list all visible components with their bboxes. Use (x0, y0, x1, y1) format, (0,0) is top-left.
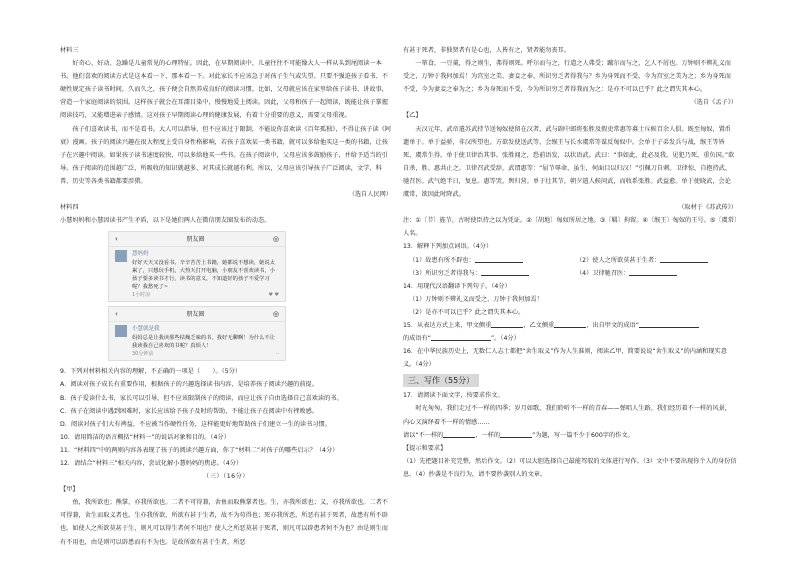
title-blank[interactable] (500, 429, 532, 438)
question-13-item-4: （4）卫律驰召医： (576, 269, 630, 277)
passage-yi-source: （取材于《苏武传》） (678, 204, 737, 212)
material-3-source: （选自人民网） (348, 191, 392, 199)
question-13-item-2: （2）使人之所欲莫甚于生者： (576, 256, 661, 264)
material-4-title: 材料四 (60, 204, 79, 212)
material-3-paragraph-1: 好奇心、好动、急躁是儿童常见的心理特征。因此，在早期阅读中，儿童往往不可能像大人一样从头到尾阅读一本书。他们喜欢的阅读方式是这本看一下、那本看一下。对此家长不应该急于对孩子生气或失望。只要不强迫孩子看书、不硬性规定孩子读书时间，久而久之，孩子便会自然养成良好的阅读习惯。比如，父母就应该在家里给孩子读书、讲故事，营造一个家庭阅读的氛围。这样孩子就会在耳濡目染中，慢慢地爱上阅读。因此，父母和孩子一起阅读，既能让孩子掌握阅读技巧，又能增进亲子感情。这对孩子早期阅读心理的健康发展，有着十分重要的意义，需要父母重视。 (60, 60, 388, 120)
requirement-part-1: 请以“不一样的 (403, 431, 444, 439)
back-arrow-icon: ‹ (115, 234, 118, 243)
requirement-part-2: ，一样的 (475, 431, 501, 439)
answer-blank[interactable] (629, 267, 677, 276)
post-time: 30分钟前 (132, 351, 154, 358)
question-15-part-1: 15．从表达方式上来，甲文侧重 (403, 321, 492, 329)
passage-jia-source: （选自《孟子》） (690, 99, 737, 107)
poster-name: 小慧就是我 (132, 326, 160, 333)
question-17: 17．请阅读下面文字，按要求作文。 (403, 392, 504, 400)
moments-header (109, 307, 285, 322)
passage-jia-paragraph: 鱼，我所欲也；熊掌，亦我所欲也。二者不可得兼，舍鱼而取熊掌者也。生，亦我所欲也；义，亦我所欲也。二者不可得兼，舍生而取义者也。生亦我所欲，所欲有甚于生者，故不为苟得也；死亦我所恶，所恶有甚于死者，故患有所不辟也。如使人之所欲莫甚于生，则凡可以得生者何不用也？使人之所恶莫甚于死者，则凡可以辟患者何不为也？由是则生而有不用也，由是则可以辟患而有不为也。是故所欲有甚于生者，所恶 (60, 499, 388, 546)
question-15-line-2 (403, 332, 737, 345)
question-10: 10．请用简洁的语言概括“材料一”的说话对象和目的。（4分） (60, 433, 230, 441)
answer-blank[interactable] (639, 319, 699, 328)
question-13: 13．解释下列加点词语。（4分） (403, 243, 493, 251)
question-17-requirement (403, 429, 737, 442)
question-15-part-3: ，出自甲文的成语“ (586, 321, 639, 329)
more-icon: ·· (275, 351, 279, 358)
question-15-part-5: ”。（4分） (490, 335, 520, 343)
question-13-row-2 (403, 267, 737, 280)
question-15-part-4: 的成语有“ (403, 335, 431, 343)
passage-jia-continued: 有甚于死者，非独贤者有是心也，人皆有之，贤者能勿丧耳。 (403, 47, 571, 54)
answer-blank[interactable] (660, 254, 708, 263)
question-9-option-b: B．孩子爱读什么书，家长可以引导，但不应该限制孩子的阅读，而应让孩子自由选择自己喜欢读的书。 (60, 394, 343, 402)
post-text: 妈妈总是让我读那些枯燥乏味的书，我好无聊啊！为什么不让我读我自己喜欢的书呢？真烦人！ (132, 335, 276, 350)
question-15 (403, 319, 737, 332)
section-3-title: （三）（16分） (203, 473, 249, 481)
post-actions: ♥ ♥ (268, 292, 279, 299)
question-13-item-1: （1）故患有所不辟也： (409, 256, 475, 264)
tips-text: （1）先把题目补充完整，然后作文。（2）可以大胆选择自己最能驾驭的文体进行写作。（3）文中不要出现你个人的身份信息。（4）抄袭是不良行为，请不要抄袭别人的文章。 (403, 457, 737, 478)
question-16: 16．在中华民族历史上，无数仁人志士都把“舍生取义”作为人生准则，阅读乙甲，简要说说“舍生取义”的内涵和现实意义。（4分） (403, 348, 727, 369)
material-3-paragraph-2: 孩子们喜欢读书，而不是看书。大人可以指导，但不应该过于限制，不能说你喜欢读《百年孤独》，不得让孩子读《阿衰》漫画。孩子的阅读兴趣在很大程度上受自身性格影响，若孩子喜欢某一类书籍，就可以多给他买这一类的书籍，让孩子在兴趣中阅读。如果孩子读书速度较快，可以多给他买一些书。在孩子阅读中，父母应该多鼓励孩子，并给予适当的引导。孩子阅读的范围越广泛，所吸收的知识就越多，对其成长就越有利。所以，父母应该引导孩子广泛阅读，文学、科普、历史等各类书籍都要涉猎。 (60, 125, 392, 185)
avatar (115, 325, 127, 337)
question-17-prompt: 时光匆匆，我们走过不一样的四季；岁月如歌，我们聆听不一样的青春——弹唱人生路。我们经历着不一样的风景，内心又演绎着不一样的情感…… (403, 405, 731, 426)
post-text: 好好天天又没看书。辛辛苦苦上书籍，她都说不想读，她说太累了，只想玩手机，大热天打开电脑，小朋友不喜欢读书，小孩子要多读书才行，读书的意义，不知道好的孩子不爱学习呢？我愁死了~ (132, 260, 276, 291)
material-4-intro: 小慧妈妈和小慧因读书产生矛盾，以下是她们两人在微信朋友圈发布的动态。 (60, 217, 271, 225)
question-14-item-2: （2）是亦不可以已乎？此之谓失其本心。 (409, 308, 525, 316)
moments-title: 朋友圈 (186, 235, 205, 243)
answer-blank[interactable] (554, 319, 586, 328)
question-11: 11．“材料四”中的两则内容各表现了孩子的阅读兴趣方面，你了“材料二”对孩子的哪些启示？（4分） (60, 446, 339, 454)
answer-blank[interactable] (481, 267, 529, 276)
question-9-option-a: A．阅读对孩子成长有重要作用，根据孩子的兴趣选择读书内容，是培养孩子阅读兴趣的前提。 (60, 381, 318, 389)
moments-post (109, 322, 285, 360)
camera-icon: ◎ (272, 234, 279, 243)
post-footer (132, 350, 279, 358)
answer-blank[interactable] (491, 319, 523, 328)
post-footer (132, 291, 279, 299)
moments-header (109, 232, 285, 247)
question-14: 14．用现代汉语翻译下列句子。（4分） (403, 282, 511, 290)
back-arrow-icon: ‹ (115, 309, 118, 318)
question-13-item-3: （3）所识穷乏者得我与： (409, 269, 481, 277)
requirement-part-3: ”为题，写一篇不少于600字的作文。 (532, 431, 634, 439)
question-14-item-1: （1）万钟则不辨礼义而受之，万钟于我何加焉！ (409, 295, 543, 303)
wechat-moments-card-daughter (108, 306, 286, 361)
right-column (403, 44, 737, 481)
passage-yi-label: 【乙】 (403, 112, 422, 120)
title-blank[interactable] (443, 429, 475, 438)
question-12: 12．请结合“材料三”相关内容，尝试化解小慧妈妈的焦虑。（4分） (60, 459, 243, 467)
moments-title: 朋友圈 (186, 310, 205, 318)
answer-blank[interactable] (475, 254, 523, 263)
tips-label: 【提示和要求】 (403, 444, 447, 452)
question-15-part-2: ，乙文侧重 (523, 321, 555, 329)
annotation-notes: 注：①〔节〕旌节，古时使臣持之以为凭证。②〔胡地〕匈奴所居之地。③〔羁〕拘留。④〔缑王〕匈奴的王号。⑤〔虞常〕人名。 (403, 217, 738, 238)
question-9-option-c: C．孩子在阅读中遇到困难时，家长应该给予孩子及时的帮助，不能让孩子在阅读中有挫败感。 (60, 407, 319, 415)
question-9: 9．下列对材料相关内容的理解，不正确的一项是（ ）。（5分） (60, 368, 242, 376)
passage-jia-label: 【甲】 (60, 486, 79, 494)
material-3-title: 材料三 (60, 47, 79, 54)
answer-blank[interactable] (431, 332, 491, 341)
avatar (115, 250, 127, 262)
passage-yi-paragraph: 天汉元年，武帝遣苏武持节送匈奴使留在汉者，武与副中郎将张胜及假吏常惠等募士斥候百余人俱。既至匈奴，置币遗单于。单于益骄，非汉所望也。方欲发使送武等，会缑王与长水虞常等谋反匈奴中。会单于子弟发兵与战，缑王等皆死，虞常生得。单于使卫律治其事。张胜闻之，恐前语发，以状语武。武曰：“事如此，此必及我。见犯乃死，重负国。”欲自杀，胜、惠共止之。卫律召武受辞，武谓惠等：“屈节辱命，虽生，何面目以归汉！”引佩刀自刺。卫律惊，自抱持武，驰召医。武气绝半日，复息。惠等哭，舆归营。单于壮其节，朝夕遣人候问武，而收系张胜。武益愈。单于使晓武，会论虞常，欲因此时降武。 (403, 125, 735, 199)
passage-jia-paragraph-2: 一箪食，一豆羹，得之则生，弗得则死。呼尔而与之，行道之人弗受；蹴尔而与之，乞人不屑也。万钟则不辨礼义而受之，万钟于我何加焉！为宫室之美、妻妾之奉、所识穷乏者得我与？乡为身死而不受，今为宫室之美为之；乡为身死而不受，今为妻妾之奉为之；乡为身死而不受，今为所识穷乏者得我而为之：是亦不可以已乎？此之谓失其本心。 (403, 60, 731, 94)
moments-post (109, 247, 285, 301)
question-13-row-1 (403, 254, 737, 267)
camera-icon: ◎ (272, 309, 279, 318)
question-9-option-d: D．阅读对孩子们大有裨益，不应被当作硬性任务，这样能更好地帮助孩子们建立一生的读书习惯。 (60, 420, 331, 428)
writing-section-title: 三、写作（55分） (403, 374, 479, 387)
wechat-moments-card-mom (108, 231, 286, 302)
left-column (60, 44, 392, 549)
poster-name: 慧妈妈 (132, 251, 149, 258)
post-time: 1小时前 (132, 292, 151, 299)
